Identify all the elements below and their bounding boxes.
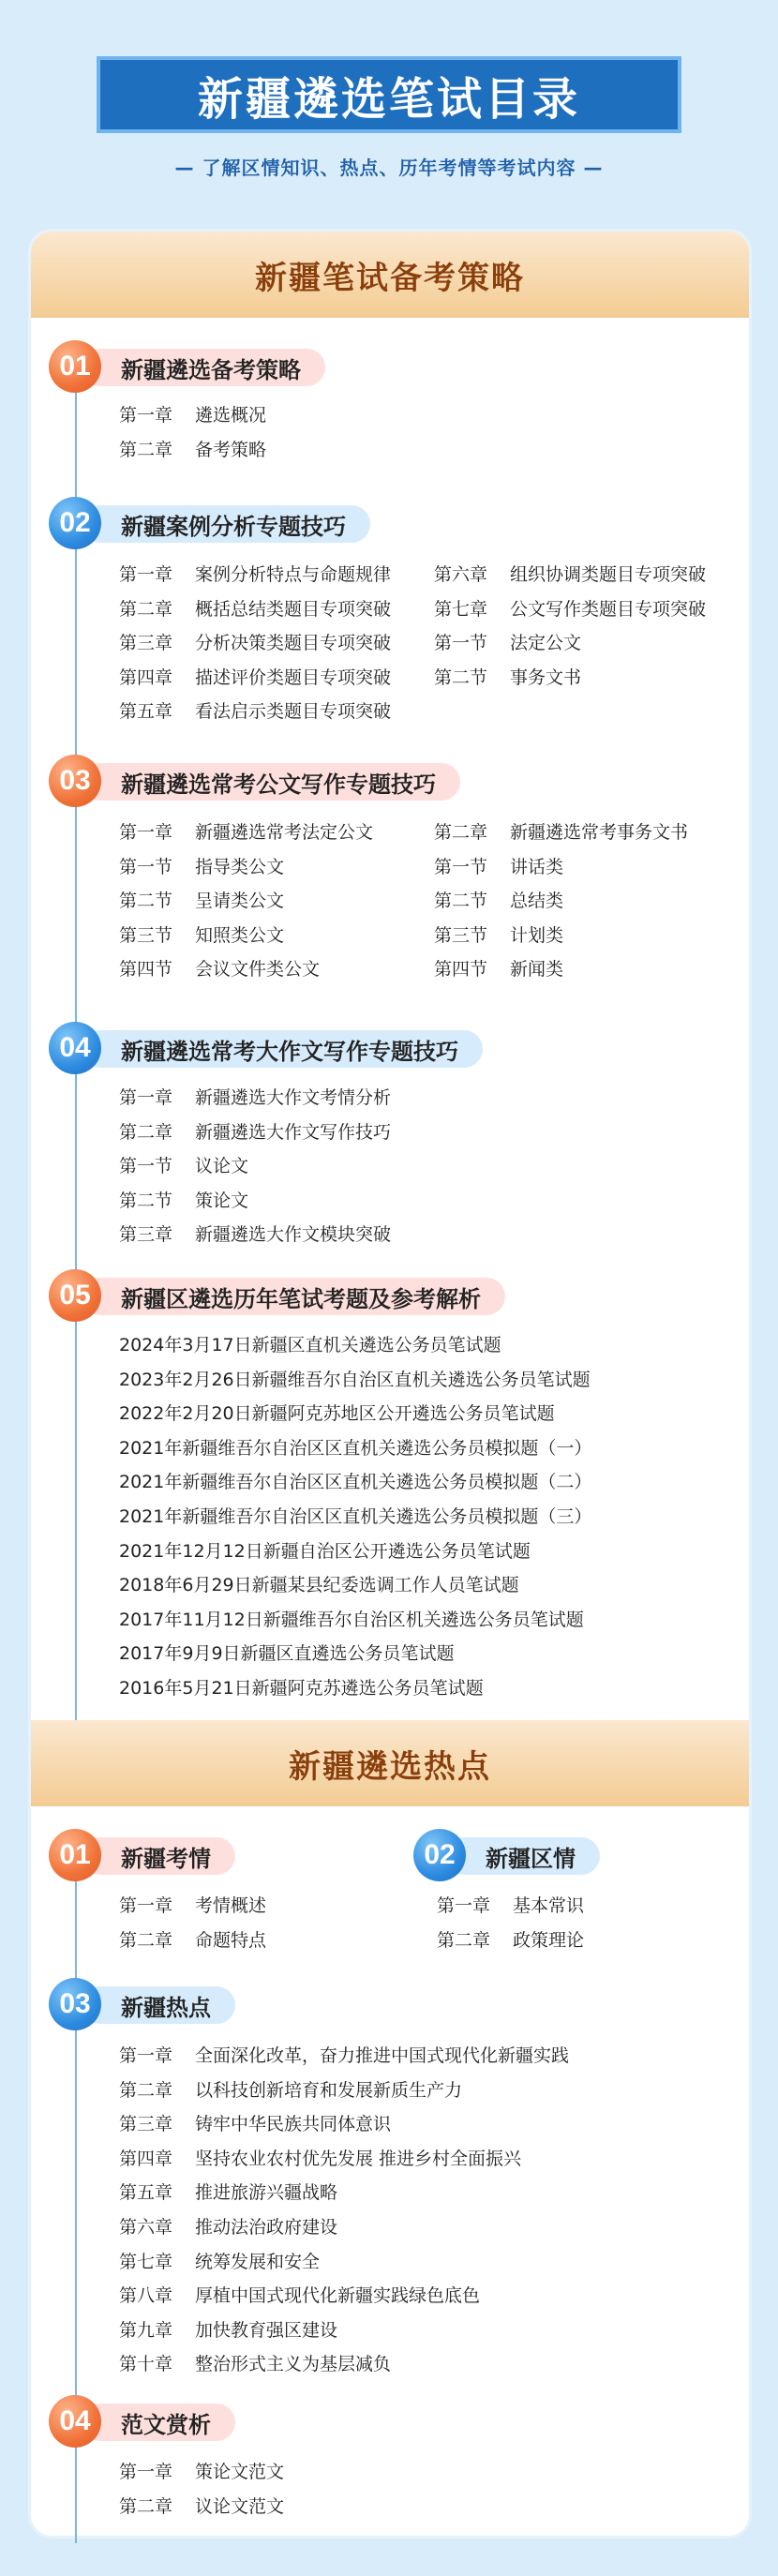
chapter-item: 第一章 案例分析特点与命题规律 xyxy=(119,564,392,585)
chapter-item: 第四节 会议文件类公文 xyxy=(119,959,321,981)
group-number-badge: 01 xyxy=(49,340,101,393)
group-title-pill: 新疆考情 xyxy=(82,1837,235,1875)
title-banner xyxy=(97,56,681,133)
group-title-pill: 新疆区遴选历年笔试考题及参考解析 xyxy=(82,1278,505,1315)
chapter-item: 第四章 坚持农业农村优先发展 推进乡村全面振兴 xyxy=(119,2148,522,2169)
group-number-badge: 01 xyxy=(49,1829,101,1881)
chapter-item: 第六章 推动法治政府建设 xyxy=(119,2216,338,2238)
exam-item: 2024年3月17日新疆区直机关遴选公务员笔试题 xyxy=(119,1335,501,1355)
chapter-item: 第四节 新闻类 xyxy=(434,959,564,981)
chapter-list xyxy=(119,1081,391,1252)
chapter-item: 第一章 遴选概况 xyxy=(119,405,267,426)
chapter-item: 第一节 讲话类 xyxy=(434,856,564,877)
chapter-list xyxy=(119,2455,284,2524)
chapter-item: 第二节 策论文 xyxy=(119,1190,249,1211)
exam-item: 2021年新疆维吾尔自治区区直机关遴选公务员模拟题（二） xyxy=(119,1472,592,1493)
chapter-item: 第十章 整治形式主义为基层减负 xyxy=(119,2354,392,2375)
chapter-list xyxy=(437,1889,584,1957)
exam-item: 2021年12月12日新疆自治区公开遴选公务员笔试题 xyxy=(119,1540,531,1562)
group-number-badge: 03 xyxy=(49,1978,101,2030)
chapter-item: 第一章 考情概述 xyxy=(119,1895,267,1916)
exam-item: 2023年2月26日新疆维吾尔自治区直机关遴选公务员笔试题 xyxy=(119,1369,591,1390)
section-header-strategy xyxy=(31,232,749,318)
group-title-pill: 新疆案例分析专题技巧 xyxy=(82,505,370,543)
group-title-pill: 范文赏析 xyxy=(82,2404,235,2441)
section-header-hotspots xyxy=(31,1720,749,1806)
chapter-item: 第二章 概括总结类题目专项突破 xyxy=(119,598,392,620)
page-subtitle: — 了解区情知识、热点、历年考情等考试内容 — xyxy=(174,157,604,179)
chapter-list xyxy=(119,1889,266,1957)
chapter-item: 第二章 以科技创新培育和发展新质生产力 xyxy=(119,2079,463,2101)
chapter-item: 第三章 分析决策类题目专项突破 xyxy=(119,633,392,654)
chapter-item: 第二节 总结类 xyxy=(434,891,564,912)
chapter-list xyxy=(119,2039,569,2382)
chapter-item: 第一章 基本常识 xyxy=(437,1895,585,1916)
group-number-badge: 05 xyxy=(49,1269,101,1322)
group-number-badge: 04 xyxy=(49,2395,101,2448)
chapter-item: 第二节 呈请类公文 xyxy=(119,891,285,912)
chapter-item: 第二章 备考策略 xyxy=(119,439,267,460)
page-title: 新疆遴选笔试目录 xyxy=(197,72,580,126)
exam-item: 2022年2月20日新疆阿克苏地区公开遴选公务员笔试题 xyxy=(119,1403,555,1425)
chapter-item: 第九章 加快教育强区建设 xyxy=(119,2319,338,2341)
exam-item: 2021年新疆维吾尔自治区区直机关遴选公务员模拟题（一） xyxy=(119,1437,592,1459)
chapter-item: 第三章 铸牢中华民族共同体意识 xyxy=(119,2114,392,2135)
chapter-list xyxy=(434,816,688,987)
chapter-item: 第二章 命题特点 xyxy=(119,1929,267,1951)
chapter-item: 第八章 厚植中国式现代化新疆实践绿色底色 xyxy=(119,2285,481,2307)
exam-item: 2017年9月9日新疆区直遴选公务员笔试题 xyxy=(119,1643,455,1665)
chapter-item: 第六章 组织协调类题目专项突破 xyxy=(434,564,707,585)
chapter-list xyxy=(119,558,391,729)
group-title-pill: 新疆区情 xyxy=(446,1837,600,1875)
chapter-list xyxy=(119,816,373,987)
chapter-item: 第一章 新疆遴选大作文考情分析 xyxy=(119,1087,392,1108)
chapter-list xyxy=(119,398,266,467)
chapter-item: 第一节 指导类公文 xyxy=(119,856,285,877)
group-title-pill: 新疆遴选常考大作文写作专题技巧 xyxy=(82,1030,483,1068)
chapter-item: 第三节 计划类 xyxy=(434,924,564,946)
chapter-item: 第三章 新疆遴选大作文模块突破 xyxy=(119,1224,392,1246)
chapter-item: 第二章 新疆遴选大作文写作技巧 xyxy=(119,1121,392,1143)
catalog-card xyxy=(31,232,749,2536)
group-number-badge: 04 xyxy=(49,1022,101,1074)
exam-item: 2016年5月21日新疆阿克苏遴选公务员笔试题 xyxy=(119,1677,484,1699)
exam-item: 2021年新疆维吾尔自治区区直机关遴选公务员模拟题（三） xyxy=(119,1505,592,1527)
chapter-item: 第四章 描述评价类题目专项突破 xyxy=(119,666,392,688)
chapter-item: 第二章 政策理论 xyxy=(437,1929,585,1951)
chapter-item: 第七章 统筹发展和安全 xyxy=(119,2251,321,2272)
exam-list xyxy=(119,1328,591,1706)
chapter-list xyxy=(434,558,706,695)
section-title: 新疆遴选热点 xyxy=(289,1747,491,1786)
group-number-badge: 02 xyxy=(413,1829,466,1881)
chapter-item: 第一章 新疆遴选常考法定公文 xyxy=(119,822,374,843)
chapter-item: 第五章 看法启示类题目专项突破 xyxy=(119,701,392,723)
group-title-pill: 新疆遴选备考策略 xyxy=(82,349,325,386)
group-number-badge: 02 xyxy=(49,497,101,549)
chapter-item: 第一节 议论文 xyxy=(119,1156,249,1177)
chapter-item: 第七章 公文写作类题目专项突破 xyxy=(434,598,707,620)
chapter-item: 第一章 全面深化改革，奋力推进中国式现代化新疆实践 xyxy=(119,2045,570,2066)
chapter-item: 第二章 议论文范文 xyxy=(119,2495,285,2517)
chapter-item: 第二章 新疆遴选常考事务文书 xyxy=(434,822,689,843)
chapter-item: 第一节 法定公文 xyxy=(434,633,582,654)
chapter-item: 第一章 策论文范文 xyxy=(119,2462,285,2482)
group-title-pill: 新疆遴选常考公文写作专题技巧 xyxy=(82,763,460,801)
chapter-item: 第二节 事务文书 xyxy=(434,666,582,688)
group-number-badge: 03 xyxy=(49,755,101,807)
group-title-pill: 新疆热点 xyxy=(82,1986,235,2024)
section-title: 新疆笔试备考策略 xyxy=(255,259,525,297)
exam-item: 2018年6月29日新疆某县纪委选调工作人员笔试题 xyxy=(119,1575,519,1596)
chapter-item: 第三节 知照类公文 xyxy=(119,924,285,946)
chapter-item: 第五章 推进旅游兴疆战略 xyxy=(119,2182,338,2204)
exam-item: 2017年11月12日新疆维吾尔自治区机关遴选公务员笔试题 xyxy=(119,1609,584,1630)
